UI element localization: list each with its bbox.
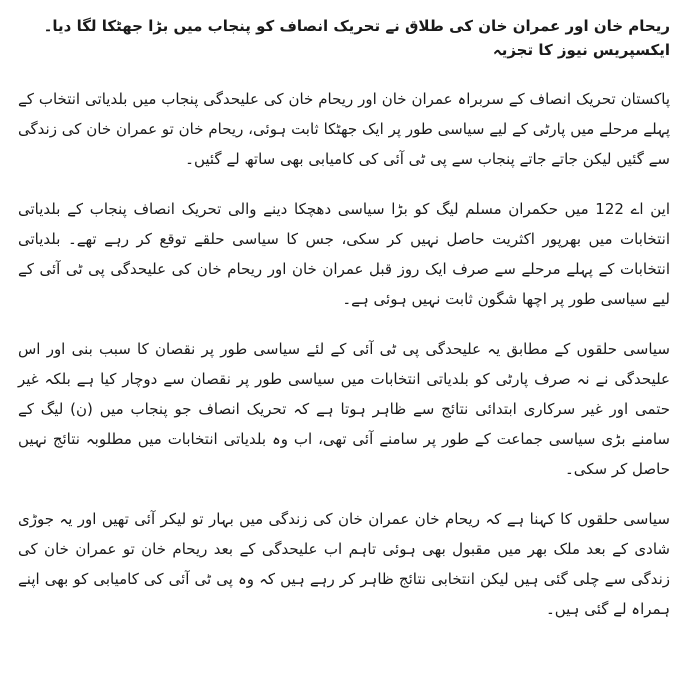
article-paragraph-3: سیاسی حلقوں کے مطابق یہ علیحدگی پی ٹی آئی کے لئے سیاسی طور پر نقصان کا سبب بنی اور اس علیحدگی نے نہ صرف پارٹی کو بلدیاتی انتخابات میں سیاسی طور پر نقصان سے دوچار کیا ہے بلکہ غیر حتمی اور غیر سرکاری ابتدائی نتائج سے ظاہر ہوتا ہے کہ تحریک انصاف جو پنجاب میں (ن) لیگ کے سامنے بڑی سیاسی جماعت کے طور پر سامنے آئی تھی، اب وہ بلدیاتی انتخابات میں مطلوبہ نتائج نہیں حاصل کر سکی۔ bbox=[18, 340, 671, 478]
article-paragraph-1: پاکستان تحریک انصاف کے سربراہ عمران خان اور ریحام خان کی علیحدگی پنجاب میں بلدیاتی انتخاب کے پہلے مرحلے میں پارٹی کے لیے سیاسی طور پر ایک جھٹکا ثابت ہوئی، ریحام خان تو عمران خان کی زندگی سے گئیں لیکن جاتے جاتے پنجاب سے پی ٹی آئی کی کامیابی بھی ساتھ لے گئیں۔ bbox=[18, 90, 670, 168]
article-paragraph-4: سیاسی حلقوں کا کہنا ہے کہ ریحام خان عمران خان کی زندگی میں بہار تو لیکر آئی تھیں اور یہ جوڑی شادی کے بعد ملک بھر میں مقبول بھی ہوئی تاہم اب علیحدگی کے بعد ریحام خان تو عمران خان کی زندگی سے چلی گئی ہیں لیکن انتخابی نتائج ظاہر کر رہے ہیں کہ وہ پی ٹی آئی کی کامیابی کو بھی اپنے ہمراہ لے گئی ہیں۔ bbox=[18, 510, 670, 618]
article-headline: ریحام خان اور عمران خان کی طلاق نے تحریک انصاف کو پنجاب میں بڑا جھٹکا لگا دیا۔ ایکسپریس نیوز کا تجزیہ bbox=[43, 17, 670, 59]
article-paragraph-2: این اے 122 میں حکمران مسلم لیگ کو بڑا سیاسی دھچکا دینے والی تحریک انصاف پنجاب کے بلدیاتی انتخابات میں بھرپور اکثریت حاصل نہیں کر سکی، جس کا سیاسی حلقے توقع کر رہے تھے۔ بلدیاتی انتخابات کے پہلے مرحلے سے صرف ایک روز قبل عمران خان اور ریحام خان کی علیحدگی پی ٹی آئی کے لیے سیاسی طور پر اچھا شگون ثابت نہیں ہوئی ہے۔ bbox=[18, 200, 670, 308]
